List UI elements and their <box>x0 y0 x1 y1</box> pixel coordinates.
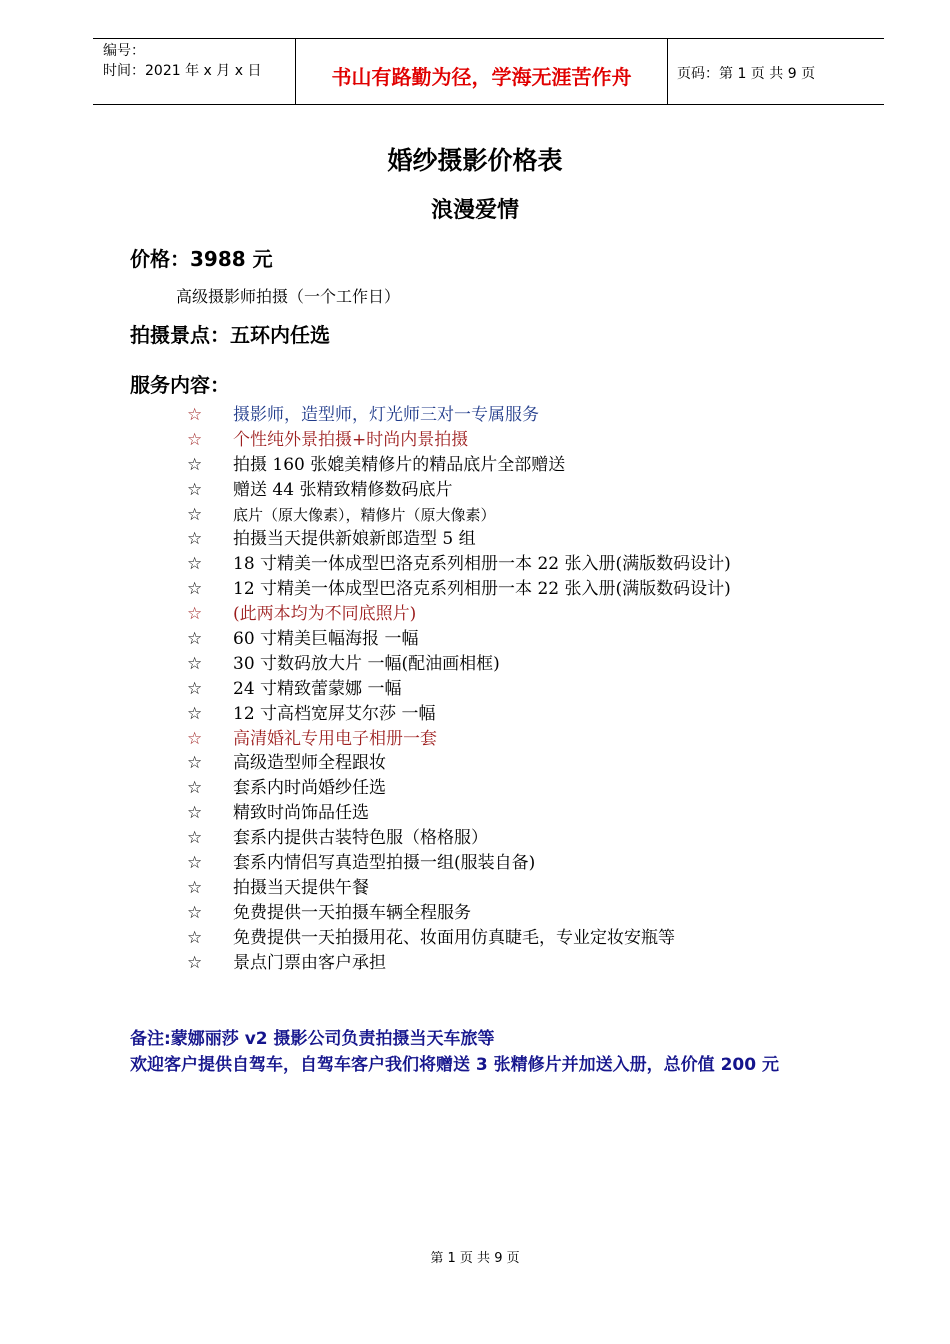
star-icon: ☆ <box>187 604 203 625</box>
star-icon: ☆ <box>187 803 203 824</box>
price-heading: 价格：3988 元 <box>130 247 273 271</box>
star-icon: ☆ <box>187 629 203 650</box>
serial-label: 编号： <box>103 43 145 59</box>
star-icon: ☆ <box>187 529 203 550</box>
star-icon: ☆ <box>187 902 203 923</box>
star-icon: ☆ <box>187 778 203 799</box>
star-icon: ☆ <box>187 554 203 575</box>
star-icon: ☆ <box>187 479 203 500</box>
star-icon: ☆ <box>187 952 203 973</box>
star-icon: ☆ <box>187 405 203 425</box>
package-name: 浪漫爱情 <box>430 198 519 223</box>
star-icon: ☆ <box>187 504 203 525</box>
star-icon: ☆ <box>187 927 203 948</box>
page-indicator: 页码：第 1 页 共 9 页 <box>677 66 816 82</box>
star-icon: ☆ <box>187 703 203 724</box>
motto: 书山有路勤为径，学海无涯苦作舟 <box>331 65 632 89</box>
page-footer: 第 1 页 共 9 页 <box>430 1251 520 1266</box>
header-meta <box>93 39 295 104</box>
star-icon: ☆ <box>187 828 203 849</box>
star-icon: ☆ <box>187 454 203 475</box>
star-icon: ☆ <box>187 678 203 699</box>
page-title: 婚纱摄影价格表 <box>387 146 563 175</box>
star-icon: ☆ <box>187 429 203 450</box>
star-icon: ☆ <box>187 728 203 749</box>
services-heading: 服务内容： <box>130 373 230 397</box>
star-icon: ☆ <box>187 853 203 874</box>
star-icon: ☆ <box>187 653 203 674</box>
star-icon: ☆ <box>187 877 203 898</box>
self-drive-note: 欢迎客户提供自驾车，自驾车客户我们将赠送 3 张精修片并加送入册，总价值 200 元 <box>130 1055 779 1075</box>
location-heading: 拍摄景点：五环内任选 <box>130 323 330 347</box>
document-header <box>93 38 884 105</box>
star-icon: ☆ <box>187 579 203 600</box>
remark-note: 备注:蒙娜丽莎 v2 摄影公司负责拍摄当天车旅等 <box>130 1029 495 1049</box>
time-label: 时间：2021 年 x 月 x 日 <box>103 63 262 79</box>
price-note: 高级摄影师拍摄（一个工作日） <box>176 287 401 306</box>
star-icon: ☆ <box>187 753 203 774</box>
header-motto-cell <box>295 39 668 104</box>
